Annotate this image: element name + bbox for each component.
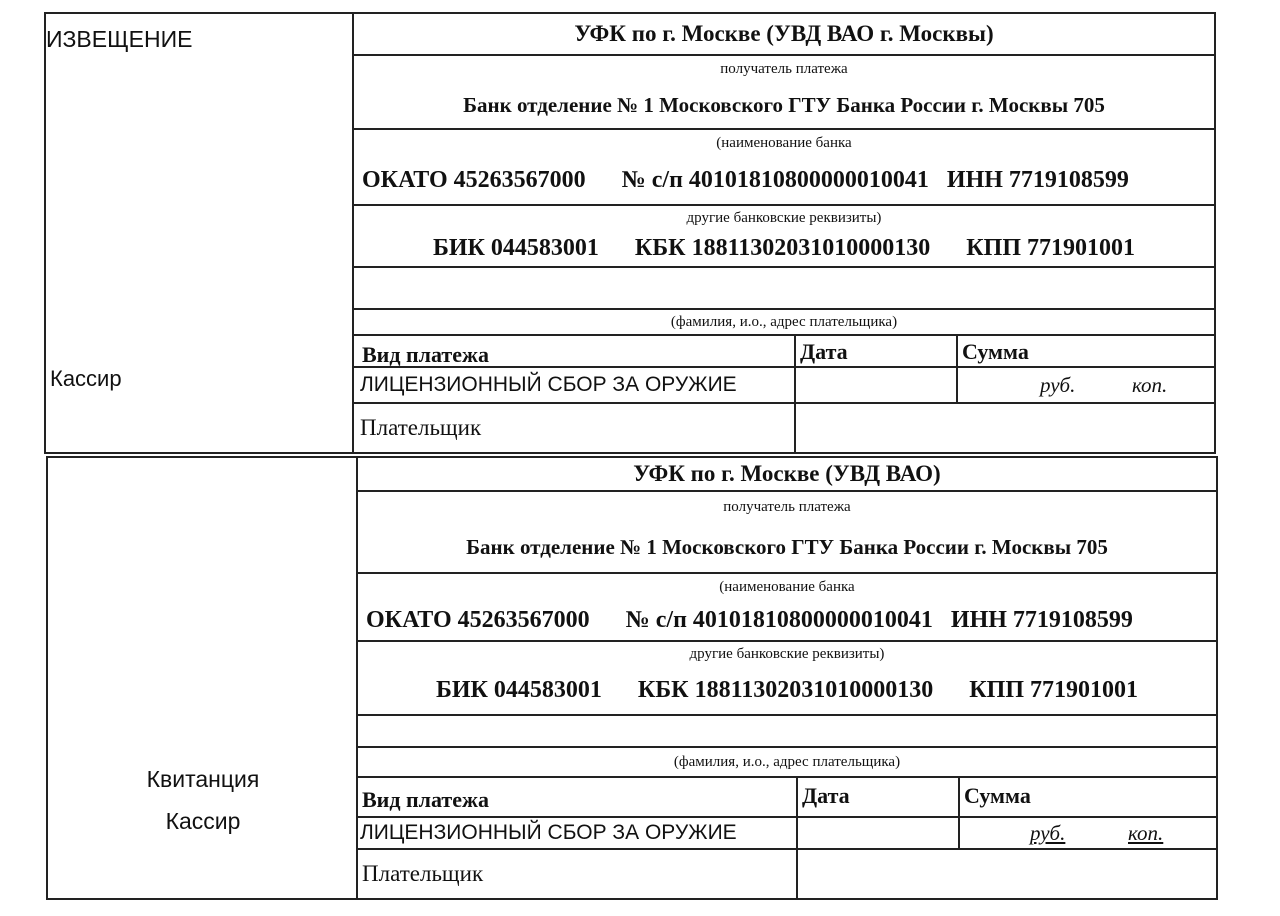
notice-cashier-label: Кассир	[50, 366, 122, 391]
receipt-bank	[358, 522, 1216, 574]
receipt-recipient-caption	[358, 492, 1216, 522]
receipt-payer-caption	[358, 748, 1216, 778]
notice-title: ИЗВЕЩЕНИЕ	[46, 26, 193, 52]
notice-kpp: КПП 771901001	[966, 234, 1136, 261]
notice-bank-caption	[354, 130, 1214, 156]
receipt-requisites-2	[358, 666, 1216, 716]
receipt-rub: руб.	[1030, 820, 1066, 845]
notice-form	[44, 12, 1216, 454]
receipt-table-divider	[958, 778, 960, 848]
receipt-col-date: Дата	[802, 783, 850, 808]
receipt-payer-label: Плательщик	[362, 861, 484, 886]
notice-kop: коп.	[1132, 372, 1168, 397]
notice-recipient	[354, 14, 1214, 56]
notice-col-date: Дата	[800, 339, 848, 364]
notice-other-caption	[354, 206, 1214, 230]
receipt-other-caption	[358, 642, 1216, 666]
receipt-payer-signature-field[interactable]	[798, 850, 1216, 898]
receipt-kbk: КБК 18811302031010000130	[637, 676, 934, 703]
notice-payer-caption-text: (фамилия, и.о., адрес плательщика)	[670, 313, 898, 330]
notice-payer-address-field[interactable]	[354, 268, 1214, 310]
notice-bik: БИК 044583001	[432, 234, 599, 261]
notice-col-type: Вид платежа	[362, 342, 489, 367]
notice-payment-table	[354, 336, 1214, 452]
receipt-recipient-caption-text: получатель платежа	[723, 498, 851, 515]
receipt-right-column	[358, 458, 1216, 898]
receipt-cashier-label: Кассир	[165, 808, 241, 834]
notice-inn: ИНН 7719108599	[946, 166, 1129, 193]
notice-requisites-2	[354, 230, 1214, 268]
receipt-recipient	[358, 458, 1216, 492]
notice-account: № с/п 40101810800000010041	[621, 166, 929, 193]
notice-date-field[interactable]	[796, 368, 956, 402]
receipt-recipient-text: УФК по г. Москве (УВД ВАО)	[633, 461, 941, 486]
receipt-kpp: КПП 771901001	[969, 676, 1139, 703]
notice-payment-type: ЛИЦЕНЗИОННЫЙ СБОР ЗА ОРУЖИЕ	[360, 373, 737, 396]
receipt-account: № с/п 40101810800000010041	[625, 606, 933, 633]
receipt-payer-address-field[interactable]	[358, 716, 1216, 748]
receipt-bank-caption-text: (наименование банка	[719, 578, 855, 595]
notice-recipient-caption	[354, 56, 1214, 82]
notice-bank	[354, 82, 1214, 130]
receipt-payment-table	[358, 778, 1216, 898]
receipt-col-type: Вид платежа	[362, 787, 489, 812]
receipt-title: Квитанция	[146, 766, 260, 792]
notice-kbk: КБК 18811302031010000130	[634, 234, 931, 261]
notice-table-divider	[956, 336, 958, 402]
receipt-okato: ОКАТО 45263567000	[366, 606, 590, 633]
notice-bank-caption-text: (наименование банка	[716, 134, 852, 151]
notice-okato: ОКАТО 45263567000	[362, 166, 586, 193]
receipt-payer-caption-text: (фамилия, и.о., адрес плательщика)	[673, 753, 901, 770]
notice-col-sum: Сумма	[962, 339, 1029, 364]
receipt-col-sum: Сумма	[964, 783, 1031, 808]
receipt-left-column	[48, 458, 358, 898]
receipt-date-field[interactable]	[798, 818, 958, 848]
receipt-bank-caption	[358, 574, 1216, 600]
notice-recipient-text: УФК по г. Москве (УВД ВАО г. Москвы)	[574, 21, 994, 46]
notice-bank-text: Банк отделение № 1 Московского ГТУ Банка России г. Москвы 705	[463, 92, 1105, 117]
notice-payer-signature-field[interactable]	[796, 404, 1214, 452]
notice-recipient-caption-text: получатель платежа	[720, 60, 848, 77]
notice-payer-caption	[354, 310, 1214, 336]
notice-left-column	[46, 14, 354, 452]
receipt-kop: коп.	[1128, 820, 1164, 845]
notice-other-caption-text: другие банковские реквизиты)	[686, 209, 882, 226]
receipt-requisites-1	[358, 600, 1216, 642]
receipt-bik: БИК 044583001	[435, 676, 602, 703]
receipt-payment-type: ЛИЦЕНЗИОННЫЙ СБОР ЗА ОРУЖИЕ	[360, 821, 737, 844]
receipt-inn: ИНН 7719108599	[950, 606, 1133, 633]
receipt-bank-text: Банк отделение № 1 Московского ГТУ Банка России г. Москвы 705	[466, 534, 1108, 559]
receipt-other-caption-text: другие банковские реквизиты)	[689, 645, 885, 662]
notice-requisites-1	[354, 156, 1214, 206]
notice-rub: руб.	[1040, 372, 1076, 397]
notice-right-column	[354, 14, 1214, 452]
notice-payer-label: Плательщик	[360, 415, 482, 440]
receipt-form	[46, 456, 1218, 900]
